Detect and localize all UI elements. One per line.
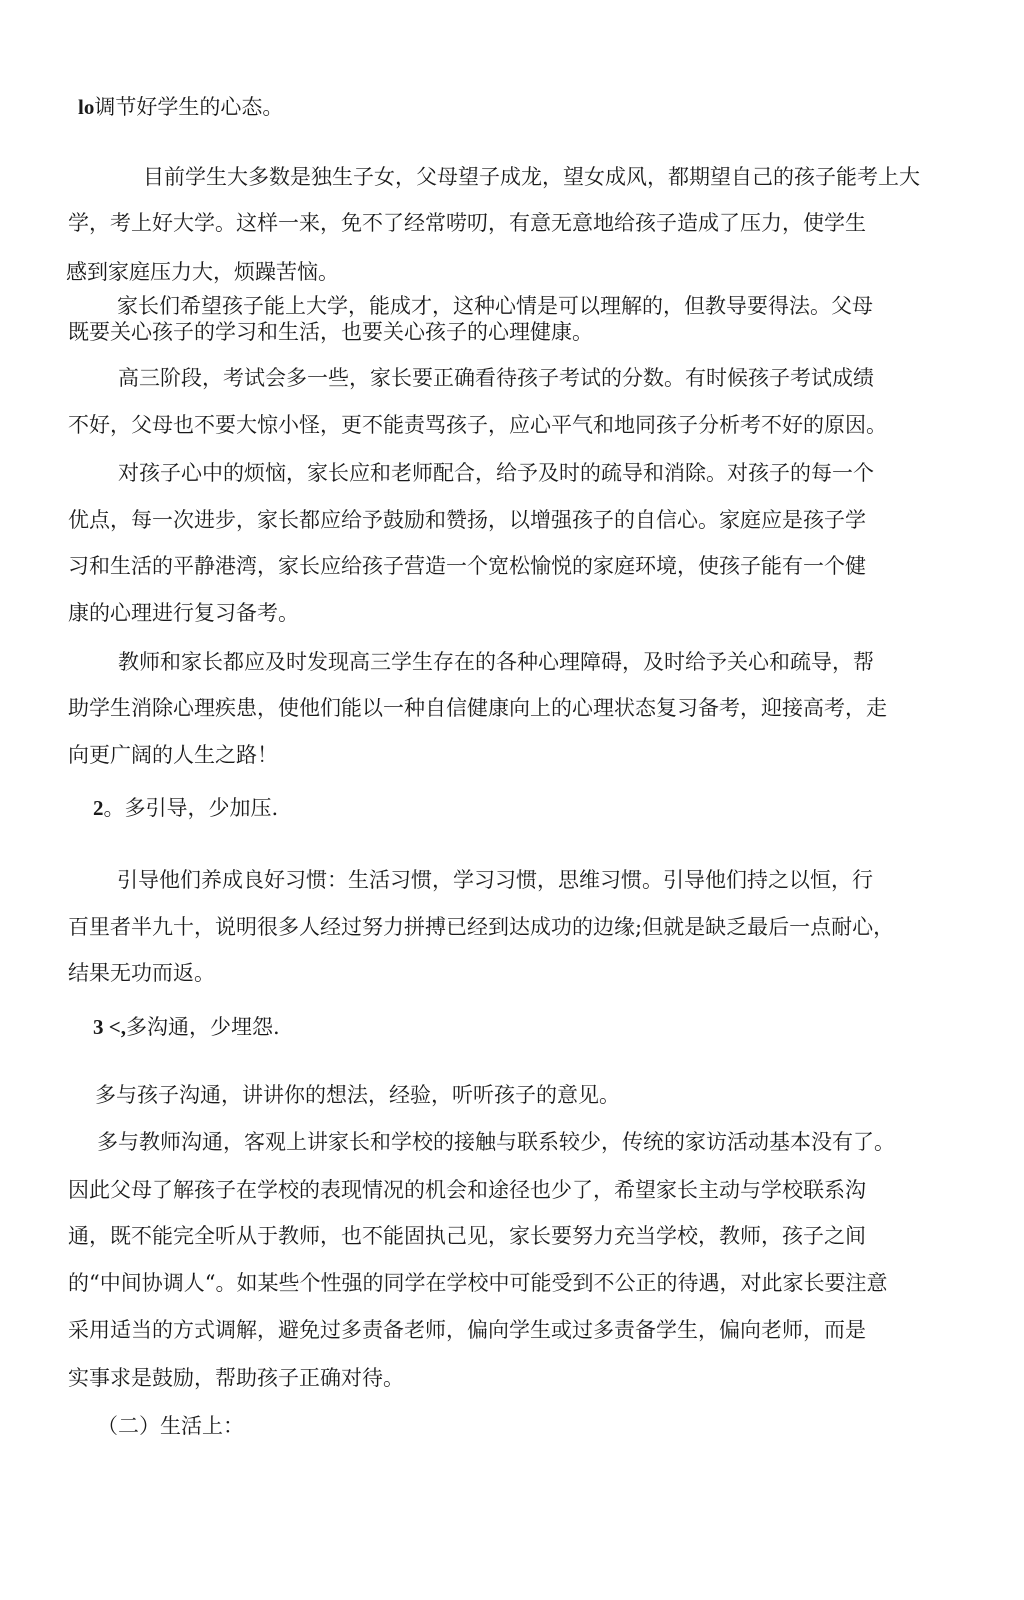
paragraph-line: 多与孩子沟通，讲讲你的想法，经验，听听孩子的意见。 bbox=[95, 1083, 620, 1107]
paragraph-line: 既要关心孩子的学习和生活，也要关心孩子的心理健康。 bbox=[68, 320, 593, 344]
paragraph-line: 高三阶段，考试会多一些，家长要正确看待孩子考试的分数。有时候孩子考试成绩 bbox=[118, 366, 874, 390]
paragraph-line: 向更广阔的人生之路！ bbox=[68, 743, 278, 767]
heading-text: 多沟通，少埋怨. bbox=[125, 1015, 280, 1039]
heading-number: lo bbox=[78, 95, 95, 119]
paragraph-line: 通，既不能完全听从于教师，也不能固执己见，家长要努力充当学校，教师，孩子之间 bbox=[68, 1224, 866, 1248]
section-heading-1 bbox=[78, 97, 283, 118]
heading-text: 。多引导，少加压. bbox=[103, 796, 279, 820]
paragraph-line: 习和生活的平静港湾，家长应给孩子营造一个宽松愉悦的家庭环境，使孩子能有一个健 bbox=[68, 554, 866, 578]
section-heading-2 bbox=[93, 798, 278, 819]
paragraph-line: 助学生消除心理疾患，使他们能以一种自信健康向上的心理状态复习备考，迎接高考，走 bbox=[68, 696, 887, 720]
paragraph-line: 目前学生大多数是独生子女，父母望子成龙，望女成风，都期望自己的孩子能考上大 bbox=[143, 165, 920, 189]
heading-number: 3 <, bbox=[93, 1015, 126, 1039]
paragraph-line: 结果无功而返。 bbox=[68, 961, 215, 985]
section-heading-4: （二）生活上： bbox=[97, 1414, 244, 1438]
paragraph-line: 优点，每一次进步，家长都应给予鼓励和赞扬，以增强孩子的自信心。家庭应是孩子学 bbox=[68, 508, 866, 532]
paragraph-line: 引导他们养成良好习惯：生活习惯，学习习惯，思维习惯。引导他们持之以恒，行 bbox=[117, 868, 873, 892]
paragraph-line: 对孩子心中的烦恼，家长应和老师配合，给予及时的疏导和消除。对孩子的每一个 bbox=[118, 461, 874, 485]
paragraph-line: 因此父母了解孩子在学校的表现情况的机会和途径也少了，希望家长主动与学校联系沟 bbox=[68, 1178, 866, 1202]
paragraph-line: 百里者半九十，说明很多人经过努力拼搏已经到达成功的边缘;但就是缺乏最后一点耐心， bbox=[68, 915, 895, 939]
paragraph-line: 采用适当的方式调解，避免过多责备老师，偏向学生或过多责备学生，偏向老师，而是 bbox=[68, 1318, 866, 1342]
paragraph-line: 多与教师沟通，客观上讲家长和学校的接触与联系较少，传统的家访活动基本没有了。 bbox=[97, 1130, 895, 1154]
paragraph-line: 的“中间协调人“。如某些个性强的同学在学校中可能受到不公正的待遇，对此家长要注意 bbox=[68, 1271, 888, 1295]
heading-number: 2 bbox=[93, 796, 104, 820]
paragraph-line: 感到家庭压力大，烦躁苦恼。 bbox=[66, 260, 339, 284]
heading-text: 调节好学生的心态。 bbox=[94, 95, 284, 119]
paragraph-line: 家长们希望孩子能上大学，能成才，这种心情是可以理解的，但教导要得法。父母 bbox=[117, 294, 873, 318]
paragraph-line: 实事求是鼓励，帮助孩子正确对待。 bbox=[68, 1366, 404, 1390]
paragraph-line: 不好，父母也不要大惊小怪，更不能责骂孩子，应心平气和地同孩子分析考不好的原因。 bbox=[68, 413, 887, 437]
paragraph-line: 教师和家长都应及时发现高三学生存在的各种心理障碍，及时给予关心和疏导，帮 bbox=[118, 650, 874, 674]
section-heading-3 bbox=[93, 1017, 280, 1038]
paragraph-line: 学，考上好大学。这样一来，免不了经常唠叨，有意无意地给孩子造成了压力，使学生 bbox=[68, 211, 866, 235]
paragraph-line: 康的心理进行复习备考。 bbox=[68, 601, 299, 625]
